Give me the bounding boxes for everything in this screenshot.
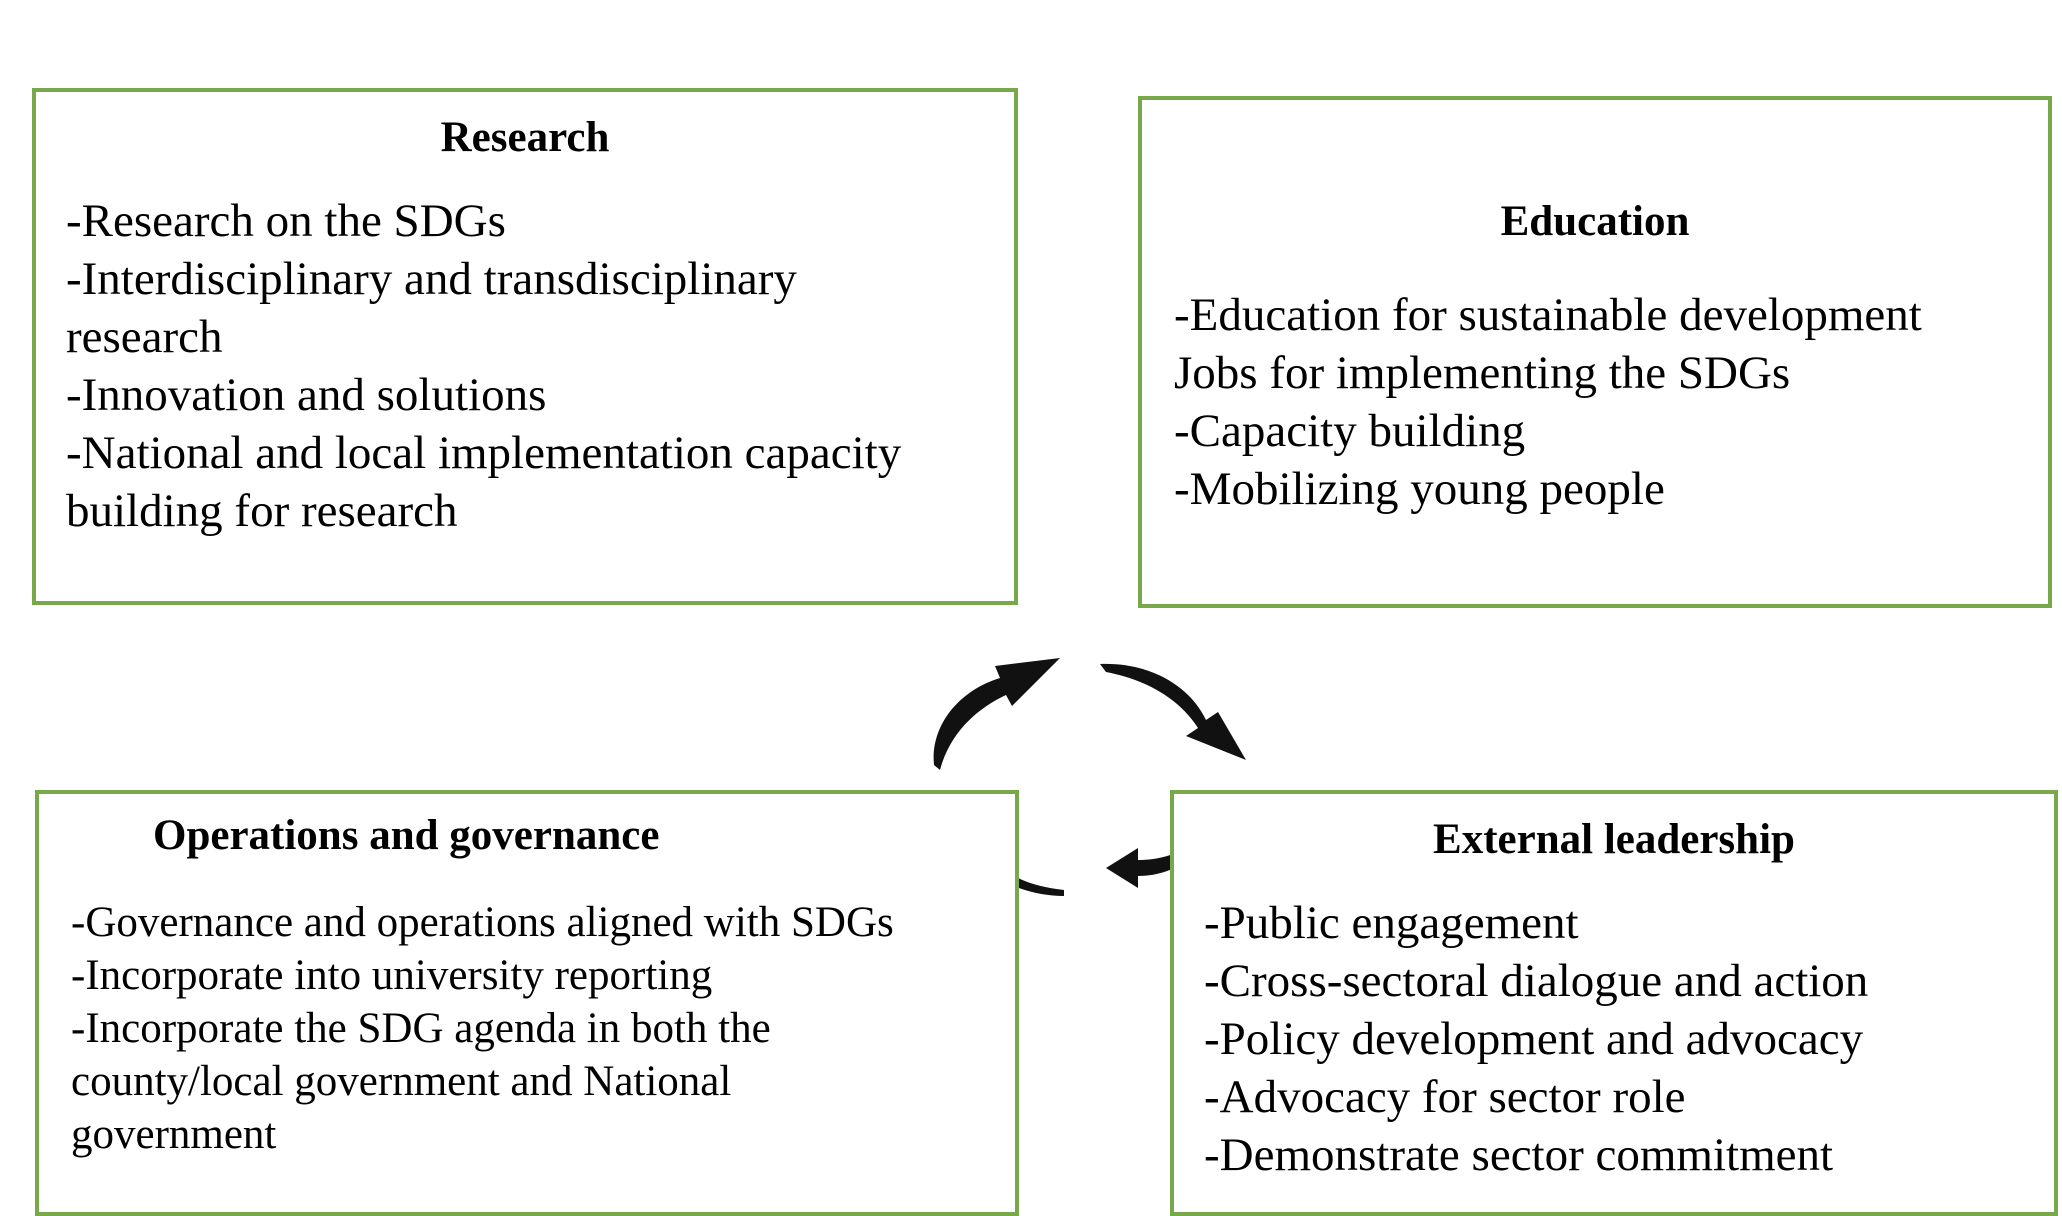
operations-list (71, 896, 894, 1161)
research-line: -Interdisciplinary and transdisciplinary (66, 253, 797, 305)
education-title: Education (1500, 198, 1690, 245)
research-line: -National and local implementation capacity (66, 427, 902, 479)
research-line: -Research on the SDGs (66, 195, 506, 247)
external-leadership-line: -Public engagement (1204, 897, 1579, 949)
research-line: research (66, 311, 223, 363)
research-title: Research (440, 114, 610, 161)
external-leadership-line: -Advocacy for sector role (1204, 1071, 1686, 1123)
research-line: -Innovation and solutions (66, 369, 547, 421)
operations-line: -Governance and operations aligned with SDGs (71, 899, 894, 946)
education-list (1174, 286, 1922, 518)
research-line: building for research (66, 485, 458, 537)
research-list (66, 192, 901, 540)
arrow-research-to-education-icon (934, 658, 1060, 770)
operations-line: -Incorporate the SDG agenda in both the (71, 1005, 771, 1052)
external-leadership-box (1170, 790, 2058, 1216)
operations-line: government (71, 1111, 277, 1158)
operations-box (35, 790, 1019, 1216)
education-line: Jobs for implementing the SDGs (1174, 347, 1791, 399)
operations-line: -Incorporate into university reporting (71, 952, 713, 999)
external-leadership-title: External leadership (1433, 816, 1795, 863)
arrow-education-to-external-icon (1100, 664, 1246, 760)
education-line: -Education for sustainable development (1174, 289, 1922, 341)
external-leadership-line: -Cross-sectoral dialogue and action (1204, 955, 1869, 1007)
operations-line: county/local government and National (71, 1058, 732, 1105)
education-box (1138, 96, 2052, 608)
education-line: -Mobilizing young people (1174, 463, 1665, 515)
external-leadership-line: -Demonstrate sector commitment (1204, 1129, 1834, 1181)
education-line: -Capacity building (1174, 405, 1526, 457)
external-leadership-line: -Policy development and advocacy (1204, 1013, 1864, 1065)
external-leadership-list (1204, 894, 1868, 1184)
operations-title: Operations and governance (153, 812, 660, 859)
research-box (32, 88, 1018, 605)
arrow-operations-tail-icon (1014, 878, 1064, 896)
